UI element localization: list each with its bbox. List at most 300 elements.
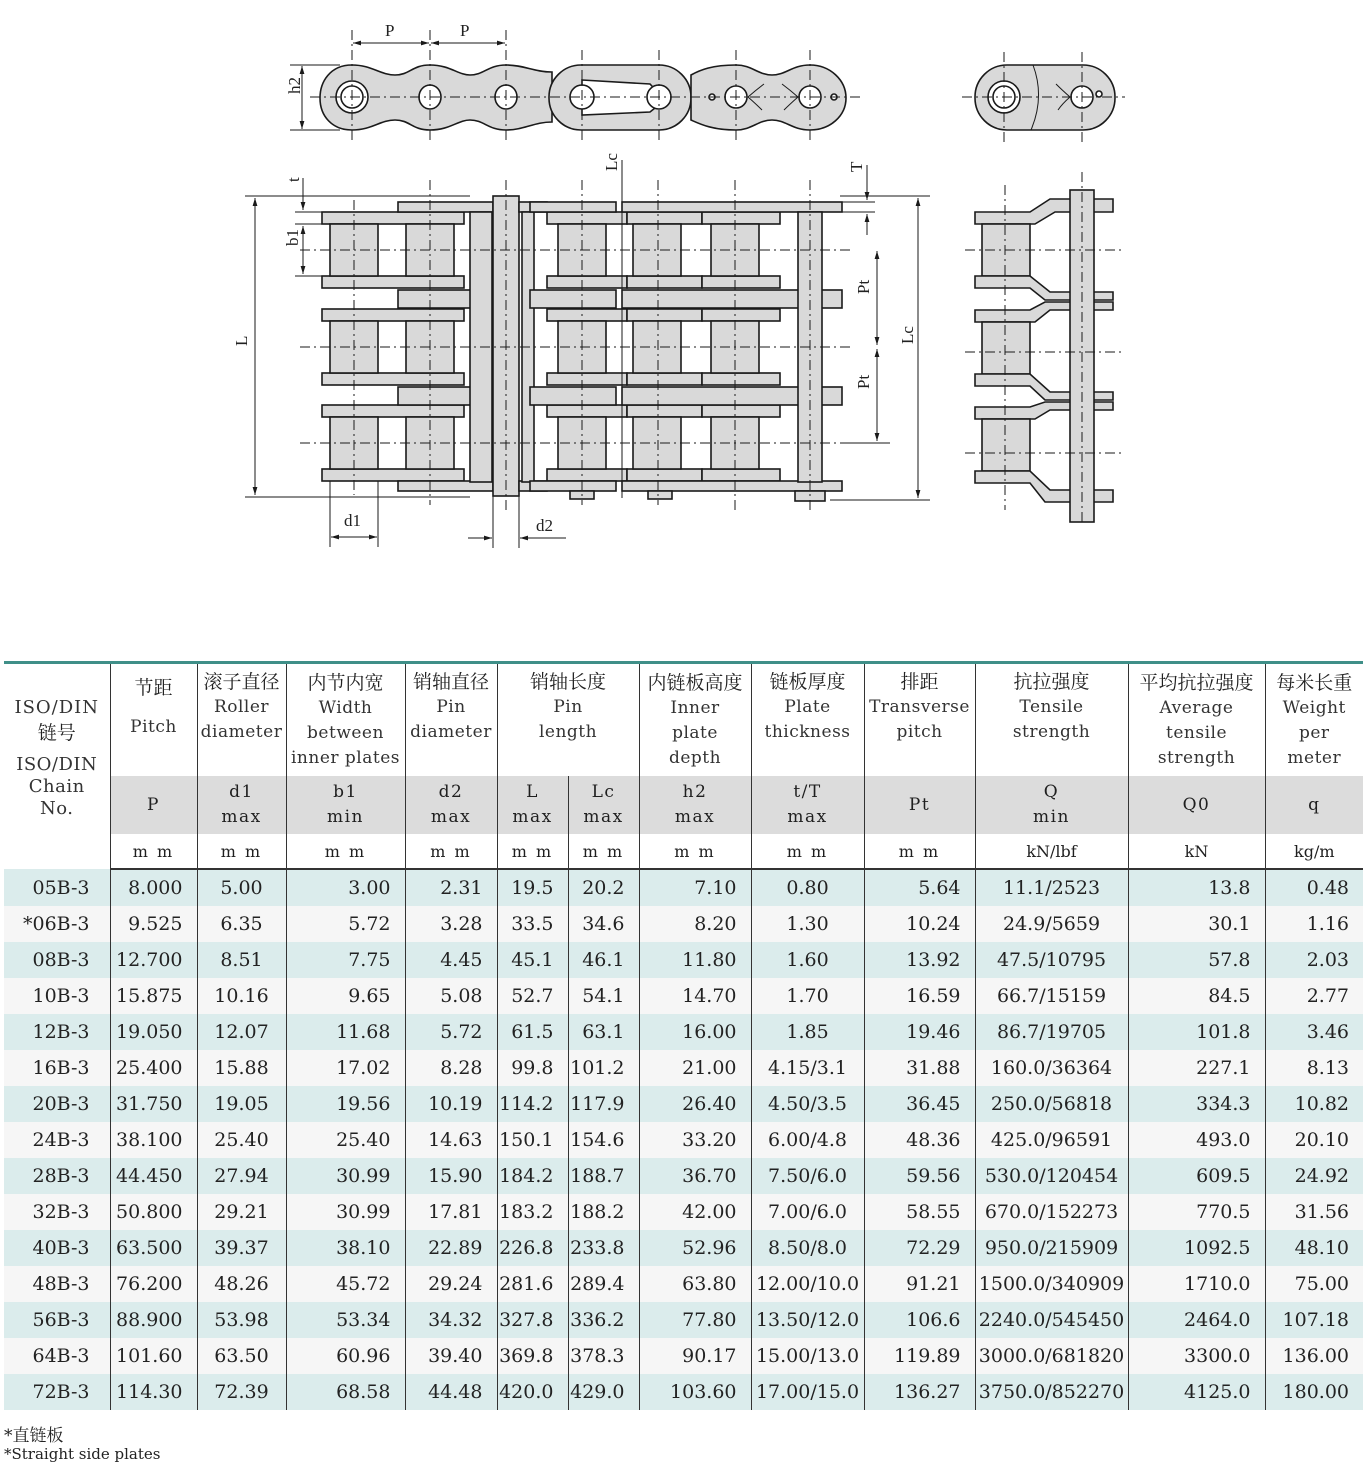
table-cell: 2.31 bbox=[405, 869, 497, 906]
table-cell: 8.28 bbox=[405, 1050, 497, 1086]
pin-len-zh: 销轴长度 bbox=[530, 671, 607, 693]
chain-number-cell: 10B-3 bbox=[4, 978, 110, 1014]
table-cell: 63.1 bbox=[568, 1014, 639, 1050]
symbol-text: Q0 bbox=[1182, 794, 1211, 815]
table-cell: 63.500 bbox=[110, 1230, 197, 1266]
table-cell: 3.46 bbox=[1265, 1014, 1363, 1050]
table-row bbox=[4, 1194, 1363, 1230]
table-row bbox=[4, 1014, 1363, 1050]
table-row bbox=[4, 942, 1363, 978]
symbol-width bbox=[286, 776, 405, 834]
width-en-2: between bbox=[307, 722, 384, 743]
table-cell: 88.900 bbox=[110, 1302, 197, 1338]
table-cell: 19.05 bbox=[197, 1086, 286, 1122]
table-cell: 99.8 bbox=[497, 1050, 568, 1086]
table-cell: 13.50/12.0 bbox=[751, 1302, 864, 1338]
table-cell: 10.24 bbox=[864, 906, 975, 942]
table-cell: 188.7 bbox=[568, 1158, 639, 1194]
table-cell: 30.1 bbox=[1128, 906, 1265, 942]
table-cell: 1500.0/340909 bbox=[975, 1266, 1128, 1302]
limit-text: max bbox=[674, 807, 716, 827]
table-cell: 38.100 bbox=[110, 1122, 197, 1158]
table-cell: 14.63 bbox=[405, 1122, 497, 1158]
table-cell: 12.00/10.0 bbox=[751, 1266, 864, 1302]
table-cell: 7.00/6.0 bbox=[751, 1194, 864, 1230]
table-row bbox=[4, 978, 1363, 1014]
table-cell: 90.17 bbox=[639, 1338, 751, 1374]
Pt-label-1: Pt bbox=[854, 279, 873, 294]
pitch-label-1: P bbox=[385, 21, 395, 40]
b1-label: b1 bbox=[283, 229, 302, 246]
table-cell: 5.64 bbox=[864, 869, 975, 906]
table-cell: 53.34 bbox=[286, 1302, 405, 1338]
table-cell: 19.5 bbox=[497, 869, 568, 906]
symbol-text: t/T bbox=[793, 782, 822, 802]
table-cell: 11.68 bbox=[286, 1014, 405, 1050]
chain-number-cell: 16B-3 bbox=[4, 1050, 110, 1086]
table-cell: 75.00 bbox=[1265, 1266, 1363, 1302]
table-cell: 19.46 bbox=[864, 1014, 975, 1050]
table-cell: 609.5 bbox=[1128, 1158, 1265, 1194]
table-cell: 117.9 bbox=[568, 1086, 639, 1122]
Pt-label-2: Pt bbox=[854, 374, 873, 389]
chain-no-zh: 链号 bbox=[37, 722, 76, 744]
table-cell: 20.10 bbox=[1265, 1122, 1363, 1158]
unit-pitch: m m bbox=[110, 834, 197, 869]
table-cell: 66.7/15159 bbox=[975, 978, 1128, 1014]
L-label: L bbox=[232, 335, 251, 346]
tensile-zh: 抗拉强度 bbox=[1013, 671, 1090, 693]
footnote-en: *Straight side plates bbox=[4, 1445, 161, 1463]
table-cell: 425.0/96591 bbox=[975, 1122, 1128, 1158]
chain-number-cell: 56B-3 bbox=[4, 1302, 110, 1338]
table-cell: 45.72 bbox=[286, 1266, 405, 1302]
table-cell: 24.92 bbox=[1265, 1158, 1363, 1194]
table-cell: 21.00 bbox=[639, 1050, 751, 1086]
table-cell: 114.2 bbox=[497, 1086, 568, 1122]
table-row bbox=[4, 1050, 1363, 1086]
chain-number-cell: *06B-3 bbox=[4, 906, 110, 942]
chain-no-en-1: ISO/DIN bbox=[16, 754, 98, 775]
table-cell: 101.60 bbox=[110, 1338, 197, 1374]
unit-pin-dia: m m bbox=[405, 834, 497, 869]
table-cell: 334.3 bbox=[1128, 1086, 1265, 1122]
table-cell: 29.21 bbox=[197, 1194, 286, 1230]
chain-no-en-2: Chain bbox=[28, 776, 85, 797]
roller-en-1: Roller bbox=[213, 697, 270, 717]
table-cell: 493.0 bbox=[1128, 1122, 1265, 1158]
table-cell: 15.00/13.0 bbox=[751, 1338, 864, 1374]
header-tensile-strength bbox=[975, 663, 1128, 777]
d2-label: d2 bbox=[536, 516, 553, 535]
table-cell: 2.77 bbox=[1265, 978, 1363, 1014]
limit-text: max bbox=[430, 807, 472, 827]
table-cell: 4125.0 bbox=[1128, 1374, 1265, 1410]
table-row bbox=[4, 1158, 1363, 1194]
header-pitch bbox=[110, 663, 197, 777]
table-cell: 48.36 bbox=[864, 1122, 975, 1158]
Lc-label-large: Lc bbox=[898, 326, 917, 344]
table-cell: 530.0/120454 bbox=[975, 1158, 1128, 1194]
table-cell: 34.32 bbox=[405, 1302, 497, 1338]
d1-label: d1 bbox=[344, 511, 361, 530]
table-cell: 10.82 bbox=[1265, 1086, 1363, 1122]
table-cell: 30.99 bbox=[286, 1194, 405, 1230]
unit-tT: m m bbox=[751, 834, 864, 869]
table-cell: 9.525 bbox=[110, 906, 197, 942]
table-cell: 227.1 bbox=[1128, 1050, 1265, 1086]
table-row bbox=[4, 1122, 1363, 1158]
table-row bbox=[4, 1302, 1363, 1338]
trans-pitch-zh: 排距 bbox=[900, 671, 939, 693]
table-cell: 188.2 bbox=[568, 1194, 639, 1230]
trans-pitch-en-2: pitch bbox=[896, 722, 943, 742]
table-cell: 14.70 bbox=[639, 978, 751, 1014]
unit-h2: m m bbox=[639, 834, 751, 869]
table-cell: 7.75 bbox=[286, 942, 405, 978]
table-cell: 9.65 bbox=[286, 978, 405, 1014]
plate-depth-en-3: depth bbox=[668, 747, 722, 768]
table-cell: 150.1 bbox=[497, 1122, 568, 1158]
symbol-text: d1 bbox=[229, 782, 254, 802]
table-cell: 48.10 bbox=[1265, 1230, 1363, 1266]
pin-dia-en-1: Pin bbox=[436, 697, 466, 717]
chain-number-cell: 28B-3 bbox=[4, 1158, 110, 1194]
table-cell: 420.0 bbox=[497, 1374, 568, 1410]
table-cell: 8.000 bbox=[110, 869, 197, 906]
table-cell: 4.15/3.1 bbox=[751, 1050, 864, 1086]
weight-en-1: Weight bbox=[1282, 697, 1346, 718]
table-cell: 63.50 bbox=[197, 1338, 286, 1374]
unit-roller: m m bbox=[197, 834, 286, 869]
table-cell: 950.0/215909 bbox=[975, 1230, 1128, 1266]
table-cell: 770.5 bbox=[1128, 1194, 1265, 1230]
table-cell: 101.8 bbox=[1128, 1014, 1265, 1050]
table-cell: 101.2 bbox=[568, 1050, 639, 1086]
table-cell: 25.40 bbox=[197, 1122, 286, 1158]
plate-depth-en-2: plate bbox=[672, 722, 718, 743]
table-row bbox=[4, 1230, 1363, 1266]
table-cell: 91.21 bbox=[864, 1266, 975, 1302]
table-cell: 30.99 bbox=[286, 1158, 405, 1194]
roller-en-2: diameter bbox=[200, 722, 283, 742]
table-cell: 16.00 bbox=[639, 1014, 751, 1050]
table-cell: 1.16 bbox=[1265, 906, 1363, 942]
table-cell: 336.2 bbox=[568, 1302, 639, 1338]
spec-table-body bbox=[4, 869, 1363, 1410]
plate-thk-en-2: thickness bbox=[764, 722, 851, 742]
table-cell: 1710.0 bbox=[1128, 1266, 1265, 1302]
table-cell: 52.96 bbox=[639, 1230, 751, 1266]
header-roller-diameter bbox=[197, 663, 286, 777]
table-cell: 15.88 bbox=[197, 1050, 286, 1086]
table-cell: 34.6 bbox=[568, 906, 639, 942]
pitch-label-2: P bbox=[460, 21, 470, 40]
table-cell: 52.7 bbox=[497, 978, 568, 1014]
table-cell: 13.8 bbox=[1128, 869, 1265, 906]
header-chain-no bbox=[4, 663, 110, 870]
chain-number-cell: 32B-3 bbox=[4, 1194, 110, 1230]
table-cell: 26.40 bbox=[639, 1086, 751, 1122]
table-cell: 1.85 bbox=[751, 1014, 864, 1050]
table-cell: 3000.0/681820 bbox=[975, 1338, 1128, 1374]
spec-table bbox=[4, 661, 1363, 1410]
table-cell: 2240.0/545450 bbox=[975, 1302, 1128, 1338]
pin-dia-zh: 销轴直径 bbox=[412, 671, 489, 693]
weight-en-2: per bbox=[1298, 722, 1330, 743]
unit-Q0: kN bbox=[1128, 834, 1265, 869]
plate-thk-en-1: Plate bbox=[784, 697, 831, 717]
table-cell: 45.1 bbox=[497, 942, 568, 978]
chain-number-cell: 48B-3 bbox=[4, 1266, 110, 1302]
table-cell: 5.72 bbox=[286, 906, 405, 942]
table-cell: 4.50/3.5 bbox=[751, 1086, 864, 1122]
header-transverse-pitch bbox=[864, 663, 975, 777]
table-cell: 136.27 bbox=[864, 1374, 975, 1410]
table-row bbox=[4, 1086, 1363, 1122]
header-average-tensile bbox=[1128, 663, 1265, 777]
table-cell: 20.2 bbox=[568, 869, 639, 906]
table-cell: 76.200 bbox=[110, 1266, 197, 1302]
table-cell: 5.72 bbox=[405, 1014, 497, 1050]
limit-text: min bbox=[1033, 807, 1071, 827]
table-cell: 44.48 bbox=[405, 1374, 497, 1410]
avg-tensile-en-2: tensile bbox=[1166, 722, 1228, 743]
table-cell: 84.5 bbox=[1128, 978, 1265, 1014]
table-cell: 4.45 bbox=[405, 942, 497, 978]
header-plate-thickness bbox=[751, 663, 864, 777]
table-cell: 63.80 bbox=[639, 1266, 751, 1302]
table-cell: 24.9/5659 bbox=[975, 906, 1128, 942]
table-cell: 8.13 bbox=[1265, 1050, 1363, 1086]
table-cell: 106.6 bbox=[864, 1302, 975, 1338]
table-cell: 19.56 bbox=[286, 1086, 405, 1122]
table-cell: 36.70 bbox=[639, 1158, 751, 1194]
chain-number-cell: 08B-3 bbox=[4, 942, 110, 978]
table-cell: 11.1/2523 bbox=[975, 869, 1128, 906]
symbol-text: P bbox=[147, 794, 160, 815]
symbol-h2 bbox=[639, 776, 751, 834]
table-cell: 47.5/10795 bbox=[975, 942, 1128, 978]
table-cell: 27.94 bbox=[197, 1158, 286, 1194]
table-row bbox=[4, 906, 1363, 942]
symbol-roller bbox=[197, 776, 286, 834]
width-zh: 内节内宽 bbox=[307, 671, 384, 694]
table-cell: 46.1 bbox=[568, 942, 639, 978]
table-cell: 3.28 bbox=[405, 906, 497, 942]
pin-len-en-2: length bbox=[538, 722, 598, 742]
trans-pitch-en-1: Transverse bbox=[869, 697, 970, 717]
table-row bbox=[4, 1266, 1363, 1302]
plan-view bbox=[232, 153, 930, 548]
table-cell: 44.450 bbox=[110, 1158, 197, 1194]
table-cell: 61.5 bbox=[497, 1014, 568, 1050]
table-cell: 250.0/56818 bbox=[975, 1086, 1128, 1122]
table-cell: 15.90 bbox=[405, 1158, 497, 1194]
symbol-Pt bbox=[864, 776, 975, 834]
limit-text: max bbox=[787, 807, 828, 827]
table-cell: 119.89 bbox=[864, 1338, 975, 1374]
table-cell: 180.00 bbox=[1265, 1374, 1363, 1410]
chain-number-cell: 12B-3 bbox=[4, 1014, 110, 1050]
roller-zh: 滚子直径 bbox=[203, 671, 280, 693]
h2-label: h2 bbox=[285, 77, 304, 94]
table-cell: 3.00 bbox=[286, 869, 405, 906]
symbol-text: Pt bbox=[908, 794, 931, 815]
plate-depth-zh: 内链板高度 bbox=[647, 671, 743, 694]
chain-number-cell: 24B-3 bbox=[4, 1122, 110, 1158]
table-cell: 72.39 bbox=[197, 1374, 286, 1410]
symbol-text: L bbox=[526, 782, 539, 802]
plate-depth-en-1: Inner bbox=[670, 697, 720, 718]
table-cell: 5.00 bbox=[197, 869, 286, 906]
table-cell: 17.81 bbox=[405, 1194, 497, 1230]
chain-number-cell: 40B-3 bbox=[4, 1230, 110, 1266]
table-cell: 33.20 bbox=[639, 1122, 751, 1158]
table-cell: 22.89 bbox=[405, 1230, 497, 1266]
symbol-L bbox=[497, 776, 568, 834]
plate-thk-zh: 链板厚度 bbox=[769, 671, 846, 693]
table-cell: 2.03 bbox=[1265, 942, 1363, 978]
unit-q: kg/m bbox=[1265, 834, 1363, 869]
pin-len-en-1: Pin bbox=[553, 697, 583, 717]
table-cell: 1092.5 bbox=[1128, 1230, 1265, 1266]
table-cell: 3750.0/852270 bbox=[975, 1374, 1128, 1410]
limit-text: max bbox=[221, 807, 262, 827]
symbol-pin-dia bbox=[405, 776, 497, 834]
tensile-en-1: Tensile bbox=[1019, 697, 1084, 717]
table-cell: 3300.0 bbox=[1128, 1338, 1265, 1374]
width-en-1: Width bbox=[318, 697, 373, 718]
symbol-Q bbox=[975, 776, 1128, 834]
symbol-Q0 bbox=[1128, 776, 1265, 834]
table-cell: 107.18 bbox=[1265, 1302, 1363, 1338]
chain-number-cell: 05B-3 bbox=[4, 869, 110, 906]
table-cell: 2464.0 bbox=[1128, 1302, 1265, 1338]
table-cell: 60.96 bbox=[286, 1338, 405, 1374]
table-cell: 53.98 bbox=[197, 1302, 286, 1338]
table-cell: 233.8 bbox=[568, 1230, 639, 1266]
tensile-en-2: strength bbox=[1012, 722, 1091, 742]
pitch-zh: 节距 bbox=[134, 676, 173, 699]
table-row bbox=[4, 869, 1363, 906]
table-cell: 7.50/6.0 bbox=[751, 1158, 864, 1194]
symbol-text: b1 bbox=[333, 782, 358, 802]
end-view-top bbox=[962, 52, 1125, 143]
table-cell: 72.29 bbox=[864, 1230, 975, 1266]
table-cell: 68.58 bbox=[286, 1374, 405, 1410]
table-cell: 39.37 bbox=[197, 1230, 286, 1266]
table-cell: 1.30 bbox=[751, 906, 864, 942]
header-inner-width bbox=[286, 663, 405, 777]
table-cell: 5.08 bbox=[405, 978, 497, 1014]
limit-text: max bbox=[512, 807, 553, 827]
unit-L: m m bbox=[497, 834, 568, 869]
T-label: T bbox=[847, 161, 866, 172]
table-cell: 42.00 bbox=[639, 1194, 751, 1230]
chain-drawing bbox=[0, 0, 1363, 600]
table-cell: 160.0/36364 bbox=[975, 1050, 1128, 1086]
table-cell: 11.80 bbox=[639, 942, 751, 978]
table-cell: 0.48 bbox=[1265, 869, 1363, 906]
table-cell: 15.875 bbox=[110, 978, 197, 1014]
table-cell: 31.88 bbox=[864, 1050, 975, 1086]
table-cell: 38.10 bbox=[286, 1230, 405, 1266]
table-cell: 77.80 bbox=[639, 1302, 751, 1338]
symbol-Lc bbox=[568, 776, 639, 834]
table-cell: 33.5 bbox=[497, 906, 568, 942]
table-cell: 16.59 bbox=[864, 978, 975, 1014]
chain-no-en-3: No. bbox=[40, 798, 74, 819]
unit-Lc: m m bbox=[568, 834, 639, 869]
table-cell: 17.00/15.0 bbox=[751, 1374, 864, 1410]
unit-Pt: m m bbox=[864, 834, 975, 869]
table-cell: 6.00/4.8 bbox=[751, 1122, 864, 1158]
spec-table-container bbox=[4, 661, 1363, 1410]
symbol-text: d2 bbox=[438, 782, 464, 802]
symbol-pitch bbox=[110, 776, 197, 834]
table-cell: 114.30 bbox=[110, 1374, 197, 1410]
table-cell: 25.400 bbox=[110, 1050, 197, 1086]
table-cell: 25.40 bbox=[286, 1122, 405, 1158]
table-cell: 8.51 bbox=[197, 942, 286, 978]
chain-no-iso-top: ISO/DIN bbox=[14, 697, 100, 718]
chain-diagram-svg bbox=[0, 0, 1363, 600]
end-view-side bbox=[965, 172, 1122, 525]
table-cell: 183.2 bbox=[497, 1194, 568, 1230]
table-cell: 378.3 bbox=[568, 1338, 639, 1374]
table-row bbox=[4, 1338, 1363, 1374]
Lc-label-small: Lc bbox=[602, 153, 621, 171]
avg-tensile-zh: 平均抗拉强度 bbox=[1139, 671, 1254, 694]
table-cell: 19.050 bbox=[110, 1014, 197, 1050]
table-cell: 327.8 bbox=[497, 1302, 568, 1338]
table-cell: 184.2 bbox=[497, 1158, 568, 1194]
table-cell: 36.45 bbox=[864, 1086, 975, 1122]
table-cell: 8.20 bbox=[639, 906, 751, 942]
header-weight bbox=[1265, 663, 1363, 777]
table-cell: 136.00 bbox=[1265, 1338, 1363, 1374]
avg-tensile-en-3: strength bbox=[1157, 747, 1236, 768]
table-cell: 48.26 bbox=[197, 1266, 286, 1302]
table-cell: 57.8 bbox=[1128, 942, 1265, 978]
table-cell: 54.1 bbox=[568, 978, 639, 1014]
table-cell: 7.10 bbox=[639, 869, 751, 906]
table-cell: 29.24 bbox=[405, 1266, 497, 1302]
chain-number-cell: 64B-3 bbox=[4, 1338, 110, 1374]
weight-zh: 每米长重 bbox=[1276, 671, 1353, 694]
footnote-zh: *直链板 bbox=[4, 1426, 64, 1446]
table-cell: 154.6 bbox=[568, 1122, 639, 1158]
table-cell: 59.56 bbox=[864, 1158, 975, 1194]
symbol-text: Q bbox=[1043, 782, 1060, 802]
table-cell: 31.750 bbox=[110, 1086, 197, 1122]
t-label: t bbox=[284, 177, 303, 182]
table-cell: 6.35 bbox=[197, 906, 286, 942]
header-pin-length bbox=[497, 663, 639, 777]
unit-width: m m bbox=[286, 834, 405, 869]
table-cell: 670.0/152273 bbox=[975, 1194, 1128, 1230]
symbol-text: q bbox=[1308, 794, 1321, 815]
pin-dia-en-2: diameter bbox=[410, 722, 492, 742]
unit-Q: kN/lbf bbox=[975, 834, 1128, 869]
table-cell: 86.7/19705 bbox=[975, 1014, 1128, 1050]
table-cell: 12.07 bbox=[197, 1014, 286, 1050]
table-cell: 12.700 bbox=[110, 942, 197, 978]
table-cell: 0.80 bbox=[751, 869, 864, 906]
limit-text: min bbox=[326, 807, 364, 827]
table-cell: 31.56 bbox=[1265, 1194, 1363, 1230]
